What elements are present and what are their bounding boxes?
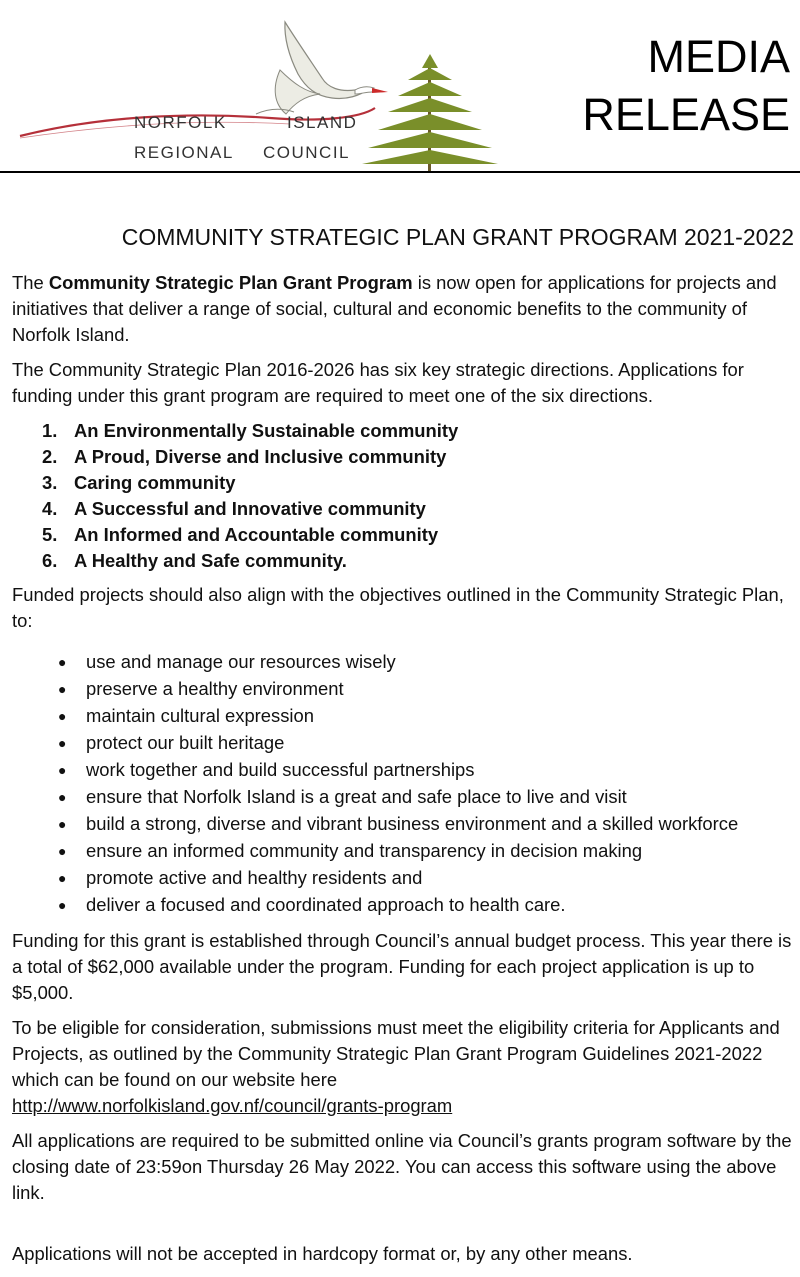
council-logo [10, 8, 510, 173]
objective-text: ensure an informed community and transparency in decision making [86, 839, 643, 861]
document-title: COMMUNITY STRATEGIC PLAN GRANT PROGRAM 2021-2022 [121, 224, 794, 250]
bullet-icon: ● [58, 680, 67, 697]
media-release-line1: MEDIA [647, 31, 790, 82]
direction-item [42, 418, 794, 444]
objective-text: deliver a focused and coordinated approach to health care. [86, 893, 566, 915]
objectives-intro: Funded projects should also align with the objectives outlined in the Community Strategic Plan, to: [12, 584, 784, 631]
direction-text: An Informed and Accountable community [74, 524, 439, 545]
objectives-list [12, 648, 794, 918]
bullet-icon: ● [58, 707, 67, 724]
objective-item [12, 702, 794, 729]
direction-item [42, 496, 794, 522]
direction-text: A Proud, Diverse and Inclusive community [74, 446, 447, 467]
header-divider [0, 171, 800, 173]
bird-icon [256, 22, 388, 114]
media-release-line2: RELEASE [582, 89, 790, 140]
bullet-icon: ● [58, 761, 67, 778]
logo-text-island: ISLAND [287, 113, 358, 132]
grants-program-link[interactable]: http://www.norfolkisland.gov.nf/council/grants-program [12, 1095, 453, 1116]
logo-text-norfolk: NORFOLK [134, 113, 227, 132]
objective-text: maintain cultural expression [86, 704, 314, 726]
strategic-directions-list [12, 418, 794, 574]
bullet-icon: ● [58, 896, 67, 913]
plan-paragraph: The Community Strategic Plan 2016-2026 has six key strategic directions. Applications for funding under this grant program are required to meet one of the six directions. [12, 359, 744, 406]
intro-suffix: is now open for applications for projects and initiatives that deliver a range of social, cultural and economic benefits to the community of Norfolk Island. [12, 272, 777, 345]
objective-item [12, 810, 794, 837]
bullet-icon: ● [58, 842, 67, 859]
direction-item [42, 470, 794, 496]
paragraph-gap [12, 1215, 794, 1241]
logo-text-council: COUNCIL [263, 143, 351, 162]
bullet-icon: ● [58, 788, 67, 805]
direction-item [42, 548, 794, 574]
objective-item [12, 864, 794, 891]
objective-text: work together and build successful partnerships [86, 758, 475, 780]
objective-text: protect our built heritage [86, 731, 285, 753]
intro-program-name: Community Strategic Plan Grant Program [48, 272, 413, 293]
direction-number: 6. [42, 550, 58, 571]
funding-paragraph: Funding for this grant is established through Council’s annual budget process. This year there is a total of $62,000 available under the program. Funding for each project application is up to $5,000. [12, 930, 792, 1003]
direction-text: A Successful and Innovative community [74, 498, 426, 519]
objective-text: use and manage our resources wisely [86, 650, 396, 672]
direction-text: An Environmentally Sustainable community [74, 420, 459, 441]
bullet-icon: ● [58, 869, 67, 886]
objective-item [12, 648, 794, 675]
bullet-icon: ● [58, 815, 67, 832]
logo-text-regional: REGIONAL [134, 143, 234, 162]
closing-paragraph: Applications will not be accepted in hardcopy format or, by any other means. [12, 1243, 633, 1264]
objective-item [12, 837, 794, 864]
direction-text: Caring community [74, 472, 236, 493]
direction-number: 4. [42, 498, 58, 519]
objective-text: promote active and healthy residents and [86, 866, 423, 888]
objective-text: preserve a healthy environment [86, 677, 344, 699]
submission-paragraph: All applications are required to be submitted online via Council’s grants program software by the closing date of 23:59on Thursday 26 May 2022. You can access this software using the above link. [12, 1130, 792, 1203]
bullet-icon: ● [58, 734, 67, 751]
eligibility-paragraph [12, 1015, 794, 1119]
intro-paragraph [12, 270, 794, 348]
objective-item [12, 675, 794, 702]
objective-item [12, 783, 794, 810]
direction-text: A Healthy and Safe community. [74, 550, 347, 571]
header [0, 0, 800, 178]
objective-text: ensure that Norfolk Island is a great and safe place to live and visit [86, 785, 627, 807]
bullet-icon: ● [58, 653, 67, 670]
eligibility-text: To be eligible for consideration, submissions must meet the eligibility criteria for Applicants and Projects, as outlined by the Community Strategic Plan Grant Program Guidelines 2021-2022 which can be found on our website here [12, 1017, 780, 1090]
direction-item [42, 444, 794, 470]
media-release-heading [570, 28, 790, 144]
direction-item [42, 522, 794, 548]
logo-graphic [10, 8, 510, 173]
objective-item [12, 891, 794, 918]
direction-number: 5. [42, 524, 58, 545]
pine-tree-icon [362, 54, 498, 171]
direction-number: 2. [42, 446, 58, 467]
intro-prefix: The [12, 272, 49, 293]
objective-item [12, 729, 794, 756]
document-body [12, 218, 794, 1276]
direction-number: 1. [42, 420, 58, 441]
direction-number: 3. [42, 472, 58, 493]
objective-text: build a strong, diverse and vibrant business environment and a skilled workforce [86, 812, 739, 834]
objective-item [12, 756, 794, 783]
